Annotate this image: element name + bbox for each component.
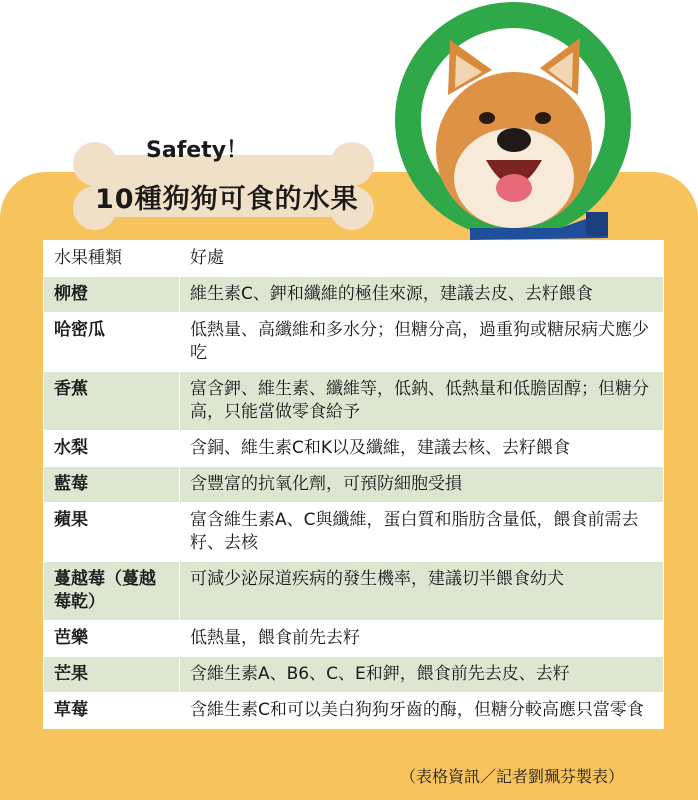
fruit-name: 香蕉 (44, 372, 180, 431)
fruit-name: 草莓 (44, 693, 180, 729)
source-credit: （表格資訊／記者劉珮芬製表） (399, 767, 624, 786)
table-row (44, 372, 664, 431)
fruit-benefit: 含維生素C和可以美白狗狗牙齒的酶，但糖分較高應只當零食 (180, 693, 664, 729)
fruit-name: 柳橙 (44, 277, 180, 313)
fruit-benefit: 低熱量，餵食前先去籽 (180, 621, 664, 657)
table-row (44, 277, 664, 313)
table-row (44, 693, 664, 729)
fruit-name: 蘋果 (44, 503, 180, 562)
page-title: 10種狗狗可食的水果 (95, 184, 359, 215)
table-header (44, 241, 664, 277)
fruit-name: 蔓越莓（蔓越莓乾） (44, 562, 180, 621)
fruit-name: 芒果 (44, 657, 180, 693)
table-row (44, 657, 664, 693)
fruit-benefit: 富含鉀、維生素、纖維等，低鈉、低熱量和低膽固醇；但糖分高，只能當做零食給予 (180, 372, 664, 431)
fruit-table (43, 240, 664, 729)
table-row (44, 562, 664, 621)
fruit-name: 芭樂 (44, 621, 180, 657)
fruit-benefit: 可減少泌尿道疾病的發生機率，建議切半餵食幼犬 (180, 562, 664, 621)
fruit-benefit: 含豐富的抗氧化劑，可預防細胞受損 (180, 467, 664, 503)
column-header-fruit: 水果種類 (44, 241, 180, 277)
fruit-name: 哈密瓜 (44, 313, 180, 372)
fruit-benefit: 低熱量、高纖維和多水分；但糖分高，過重狗或糖尿病犬應少吃 (180, 313, 664, 372)
column-header-benefit: 好處 (180, 241, 664, 277)
table-row (44, 621, 664, 657)
table-row (44, 431, 664, 467)
table-row (44, 503, 664, 562)
fruit-benefit: 富含維生素A、C與纖維，蛋白質和脂肪含量低，餵食前需去籽、去核 (180, 503, 664, 562)
fruit-name: 藍莓 (44, 467, 180, 503)
safety-label: Safety！ (146, 138, 249, 163)
fruit-benefit: 含銅、維生素C和K以及纖維，建議去核、去籽餵食 (180, 431, 664, 467)
fruit-benefit: 維生素C、鉀和纖維的極佳來源，建議去皮、去籽餵食 (180, 277, 664, 313)
table-row (44, 467, 664, 503)
table-row (44, 313, 664, 372)
fruit-name: 水梨 (44, 431, 180, 467)
fruit-benefit: 含維生素A、B6、C、E和鉀，餵食前先去皮、去籽 (180, 657, 664, 693)
